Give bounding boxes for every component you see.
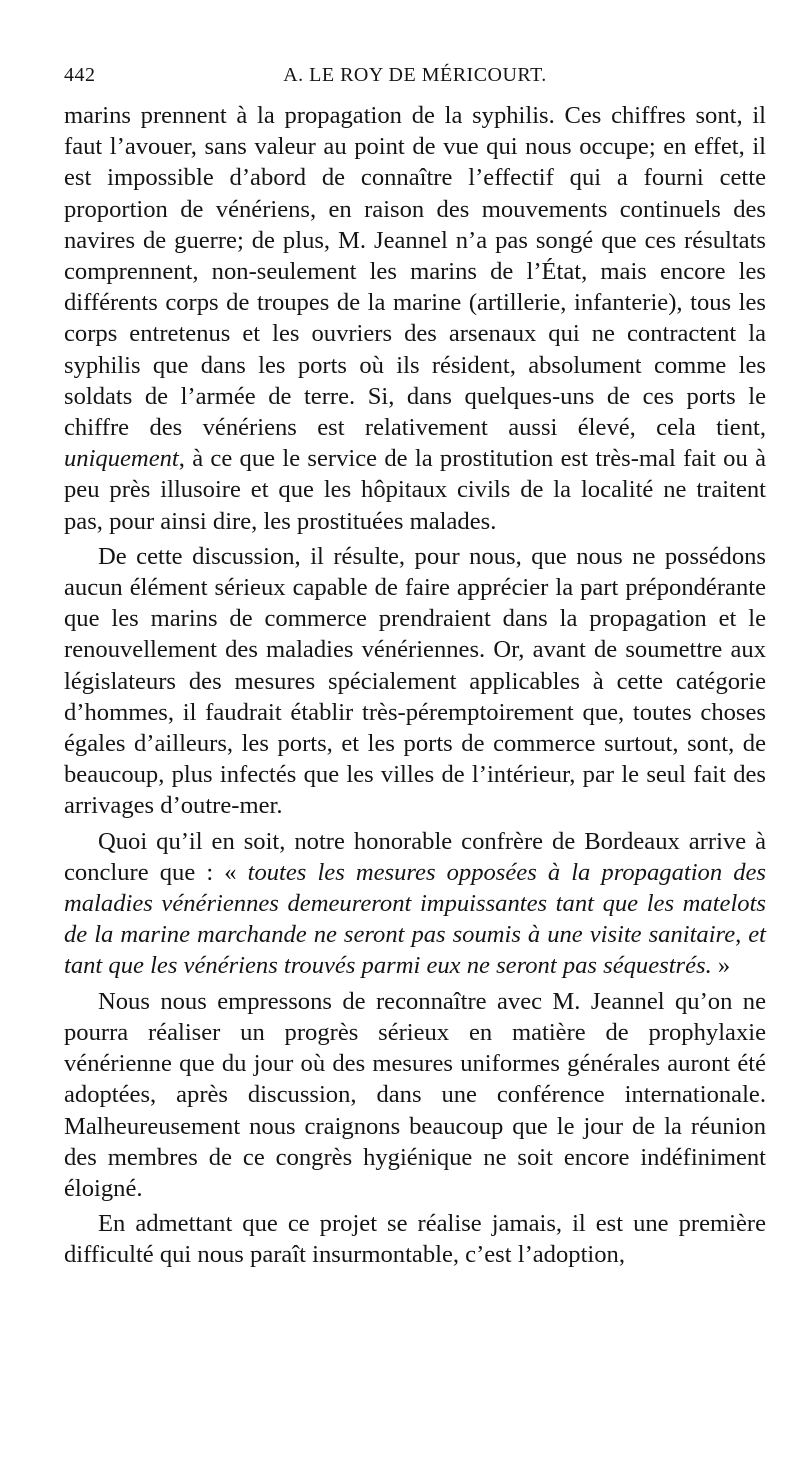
- body-text: [64, 100, 766, 1271]
- paragraph: [64, 986, 766, 1204]
- paragraph: [64, 1208, 766, 1270]
- text-run: Quoi qu’il en soit, notre honorable confrère de Bordeaux arrive à conclure que : «: [64, 827, 766, 886]
- text-run: marins prennent à la propagation de la syphilis. Ces chiffres sont, il faut l’avouer, sans valeur au point de vue qui nous occupe; en effet, il est impossible d’abord de connaître l’effectif qui a fourni cette proportion de vénériens, en raison des mouvements continuels des navires de guerre; de plus, M. Jeannel n’a pas songé que ces résultats comprennent, non-seulement les marins de l’État, mais encore les différents corps de troupes de la marine (artillerie, infanterie), tous les corps entretenus et les ouvriers des arsenaux qui ne contractent la syphilis que dans les ports où ils résident, absolument comme les soldats de l’armée de terre. Si, dans quelques-uns de ces ports le chiffre des vénériens est relativement aussi élevé, cela tient,: [64, 102, 766, 442]
- italic-run: uniquement: [64, 445, 179, 473]
- running-title: A. LE ROY DE MÉRICOURT.: [283, 64, 547, 86]
- paragraph: [64, 100, 766, 537]
- text-run: En admettant que ce projet se réalise jamais, il est une première difficulté qui nous paraît insurmontable, c’est l’adoption,: [64, 1210, 766, 1269]
- text-run: »: [711, 952, 731, 980]
- running-header: [64, 64, 766, 94]
- italic-run: toutes les mesures opposées à la propagation des maladies vénériennes demeureront impuissantes tant que les matelots de la marine marchande ne seront pas soumis à une visite sanitaire, et tant que les vénériens trouvés parmi eux ne seront pas séquestrés.: [64, 858, 766, 980]
- paragraph: [64, 541, 766, 822]
- text-run: De cette discussion, il résulte, pour nous, que nous ne possédons aucun élément sérieux capable de faire apprécier la part prépondérante que les marins de commerce prendraient dans la propagation et le renouvellement des maladies vénériennes. Or, avant de soumettre aux législateurs des mesures spécialement applicables à cette catégorie d’hommes, il faudrait établir très-péremptoirement que, toutes choses égales d’ailleurs, les ports, et les ports de commerce surtout, sont, de beaucoup, plus infectés que les villes de l’intérieur, par le seul fait des arrivages d’outre-mer.: [64, 542, 766, 820]
- page-number: 442: [64, 64, 96, 86]
- text-run: Nous nous empressons de reconnaître avec M. Jeannel qu’on ne pourra réaliser un progrès sérieux en matière de prophylaxie vénérienne que du jour où des mesures uniformes générales auront été adoptées, après discussion, dans une conférence internationale. Malheureusement nous craignons beaucoup que le jour de la réunion des membres de ce congrès hygiénique ne soit encore indéfiniment éloigné.: [64, 987, 766, 1202]
- paragraph: [64, 826, 766, 982]
- text-run: , à ce que le service de la prostitution est très-mal fait ou à peu près illusoire et que les hôpitaux civils de la localité ne traitent pas, pour ainsi dire, les prostituées malades.: [64, 445, 766, 535]
